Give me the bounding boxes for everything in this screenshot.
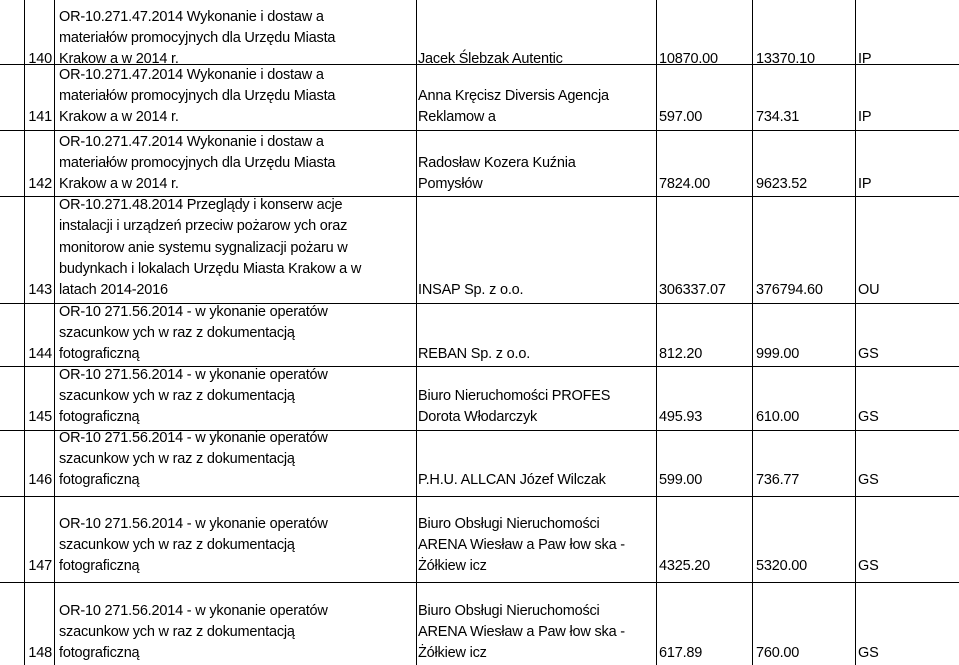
description-line: szacunkow ych w raz z dokumentacją [59, 387, 295, 404]
net-amount: 599.00 [659, 472, 703, 488]
contractor-line: ARENA Wiesław a Paw łow ska - [418, 623, 625, 640]
gross-amount: 376794.60 [756, 282, 823, 298]
net-amount: 495.93 [659, 409, 703, 425]
description-line: OR-10 271.56.2014 - w ykonanie operatów [59, 366, 328, 383]
description-line: materiałów promocyjnych dla Urzędu Miasta [59, 87, 336, 104]
net-amount: 7824.00 [659, 176, 711, 192]
contractor-line: Biuro Obsługi Nieruchomości [418, 602, 600, 619]
contractor-line: ARENA Wiesław a Paw łow ska - [418, 536, 625, 553]
column-divider [54, 0, 55, 665]
unit-code: GS [858, 558, 879, 574]
description-line: fotograficzną [59, 346, 140, 362]
contractor-line: Anna Kręcisz Diversis Agencja [418, 87, 609, 104]
description-line: OR-10.271.48.2014 Przeglądy i konserw acje [59, 197, 343, 214]
description-line: fotograficzną [59, 645, 140, 661]
row-number: 140 [28, 51, 52, 67]
contractor-line: Dorota Włodarczyk [418, 409, 538, 425]
unit-code: OU [858, 282, 880, 298]
net-amount: 306337.07 [659, 282, 726, 298]
description-line: OR-10.271.47.2014 Wykonanie i dostaw a [59, 66, 324, 83]
row-divider [0, 582, 959, 583]
contractor-line: P.H.U. ALLCAN Józef Wilczak [418, 472, 606, 488]
net-amount: 10870.00 [659, 51, 718, 67]
description-line: OR-10 271.56.2014 - w ykonanie operatów [59, 515, 328, 532]
row-number: 145 [28, 409, 52, 425]
column-divider [416, 0, 417, 665]
row-divider [0, 496, 959, 497]
description-line: materiałów promocyjnych dla Urzędu Miasta [59, 29, 336, 46]
net-amount: 617.89 [659, 645, 703, 661]
description-line: OR-10 271.56.2014 - w ykonanie operatów [59, 429, 328, 446]
gross-amount: 13370.10 [756, 51, 815, 67]
contractor-line: Biuro Obsługi Nieruchomości [418, 515, 600, 532]
description-line: materiałów promocyjnych dla Urzędu Miasta [59, 154, 336, 171]
contractor-line: Żółkiew icz [418, 645, 487, 661]
unit-code: IP [858, 51, 872, 67]
description-line: instalacji i urządzeń przeciw pożarow ych oraz [59, 218, 348, 235]
unit-code: GS [858, 645, 879, 661]
row-number: 147 [28, 558, 52, 574]
description-line: OR-10 271.56.2014 - w ykonanie operatów [59, 602, 328, 619]
contractor-line: Pomysłów [418, 176, 483, 192]
net-amount: 597.00 [659, 109, 703, 125]
gross-amount: 999.00 [756, 346, 800, 362]
unit-code: IP [858, 176, 872, 192]
contractor-line: Jacek Ślebzak Autentic [418, 51, 563, 67]
description-line: szacunkow ych w raz z dokumentacją [59, 324, 295, 341]
row-number: 144 [28, 346, 52, 362]
description-line: monitorow anie systemu sygnalizacji pożaru w [59, 239, 348, 256]
column-divider [855, 0, 856, 665]
contractor-line: REBAN Sp. z o.o. [418, 346, 531, 362]
contractor-line: Reklamow a [418, 109, 496, 125]
row-number: 141 [28, 109, 52, 125]
description-line: Krakow a w 2014 r. [59, 176, 179, 192]
row-number: 142 [28, 176, 52, 192]
description-line: Krakow a w 2014 r. [59, 51, 179, 67]
column-divider [656, 0, 657, 665]
description-line: Krakow a w 2014 r. [59, 109, 179, 125]
gross-amount: 736.77 [756, 472, 800, 488]
description-line: fotograficzną [59, 472, 140, 488]
gross-amount: 760.00 [756, 645, 800, 661]
description-line: OR-10 271.56.2014 - w ykonanie operatów [59, 303, 328, 320]
gross-amount: 5320.00 [756, 558, 808, 574]
description-line: szacunkow ych w raz z dokumentacją [59, 536, 295, 553]
row-number: 143 [28, 282, 52, 298]
unit-code: GS [858, 472, 879, 488]
gross-amount: 9623.52 [756, 176, 808, 192]
gross-amount: 610.00 [756, 409, 800, 425]
row-number: 148 [28, 645, 52, 661]
net-amount: 4325.20 [659, 558, 711, 574]
column-divider [752, 0, 753, 665]
gross-amount: 734.31 [756, 109, 800, 125]
description-line: OR-10.271.47.2014 Wykonanie i dostaw a [59, 8, 324, 25]
contractor-line: Radosław Kozera Kuźnia [418, 154, 576, 171]
unit-code: GS [858, 409, 879, 425]
description-line: szacunkow ych w raz z dokumentacją [59, 623, 295, 640]
description-line: latach 2014-2016 [59, 282, 168, 298]
description-line: fotograficzną [59, 409, 140, 425]
description-line: fotograficzną [59, 558, 140, 574]
contractor-line: Żółkiew icz [418, 558, 487, 574]
description-line: OR-10.271.47.2014 Wykonanie i dostaw a [59, 133, 324, 150]
description-line: budynkach i lokalach Urzędu Miasta Krakow a w [59, 260, 362, 277]
contractor-line: Biuro Nieruchomości PROFES [418, 387, 611, 404]
contractor-line: INSAP Sp. z o.o. [418, 282, 524, 298]
row-number: 146 [28, 472, 52, 488]
net-amount: 812.20 [659, 346, 703, 362]
unit-code: IP [858, 109, 872, 125]
unit-code: GS [858, 346, 879, 362]
description-line: szacunkow ych w raz z dokumentacją [59, 450, 295, 467]
